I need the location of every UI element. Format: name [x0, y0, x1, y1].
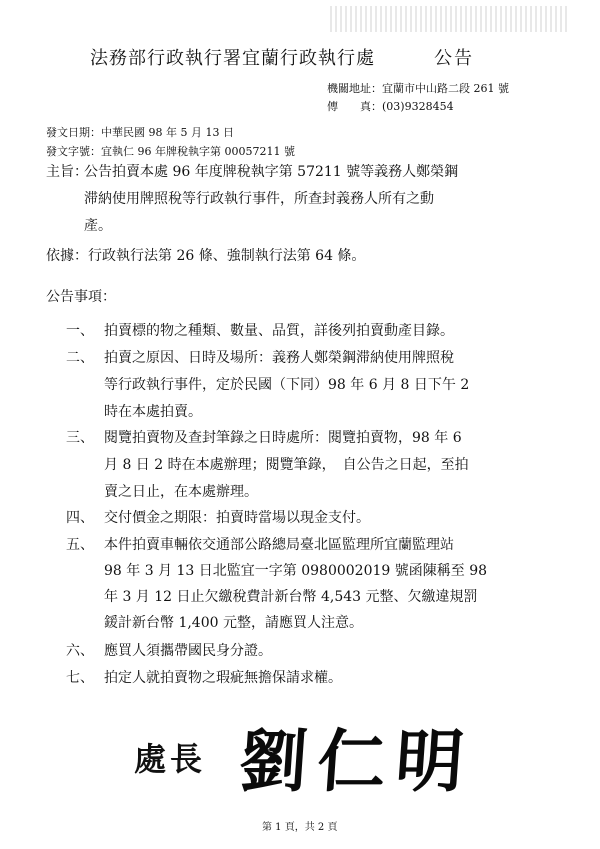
agency-title: 法務部行政執行署宜蘭行政執行處: [90, 48, 375, 69]
item-line: 月 8 日 2 時在本處辦理；閱覽筆錄， 自公告之日起，至拍: [104, 457, 469, 473]
signatory-name: 劉仁明: [236, 722, 477, 802]
item-line: 等行政執行事件，定於民國（下同）98 年 6 月 8 日下午 2: [104, 377, 470, 393]
item-number: 一、: [66, 323, 94, 339]
agency-fax: 傳 真：(03)9328454: [327, 100, 454, 113]
item-line: 閱覽拍賣物及查封筆錄之日時處所：閱覽拍賣物，98 年 6: [104, 430, 462, 446]
item-line: 時在本處拍賣。: [104, 404, 202, 420]
agency-address: 機關地址：宜蘭市中山路二段 261 號: [327, 82, 509, 95]
item-number: 五、: [66, 537, 94, 553]
page-number: 第 1 頁，共 2 頁: [262, 822, 338, 833]
item-number: 七、: [66, 670, 94, 686]
notice-items-heading: 公告事項：: [46, 289, 116, 305]
subject-line: 產。: [84, 218, 112, 234]
subject-line: 公告拍賣本處 96 年度牌稅執字第 57211 號等義務人鄭榮鋼: [84, 164, 459, 180]
item-line: 年 3 月 12 日止欠繳稅費計新台幣 4,543 元整、欠繳違規罰: [104, 589, 478, 605]
item-number: 三、: [66, 430, 94, 446]
subject-label: 主旨：: [46, 164, 88, 180]
item-number: 六、: [66, 643, 94, 659]
item-line: 應買人須攜帶國民身分證。: [104, 643, 272, 659]
item-line: 拍賣標的物之種類、數量、品質，詳後列拍賣動產目錄。: [104, 323, 454, 339]
item-line: 賣之日止，在本處辦理。: [104, 484, 258, 500]
item-line: 本件拍賣車輛依交通部公路總局臺北區監理所宜蘭監理站: [104, 537, 454, 553]
document-type: 公告: [434, 48, 474, 69]
subject-line: 滞納使用牌照稅等行政執行事件，所查封義務人所有之動: [84, 191, 434, 207]
legal-basis: 依據：行政執行法第 26 條、強制執行法第 64 條。: [46, 248, 366, 264]
signatory-title: 處長: [134, 740, 207, 778]
scan-artifact: [330, 6, 570, 32]
item-line: 拍定人就拍賣物之瑕疵無擔保請求權。: [104, 670, 342, 686]
item-line: 98 年 3 月 13 日北監宜一字第 0980002019 號函陳稱至 98: [104, 563, 488, 579]
item-line: 鍰計新台幣 1,400 元整，請應買人注意。: [104, 615, 363, 631]
item-line: 交付價金之期限：拍賣時當場以現金支付。: [104, 510, 370, 526]
signature-block: [0, 690, 600, 800]
issue-date: 發文日期：中華民國 98 年 5 月 13 日: [46, 126, 234, 139]
item-number: 二、: [66, 350, 94, 366]
item-number: 四、: [66, 510, 94, 526]
document-number: 發文字號：宜執仁 96 年牌稅執字第 00057211 號: [46, 145, 295, 158]
item-line: 拍賣之原因、日時及場所：義務人鄭榮鋼滞納使用牌照稅: [104, 350, 454, 366]
